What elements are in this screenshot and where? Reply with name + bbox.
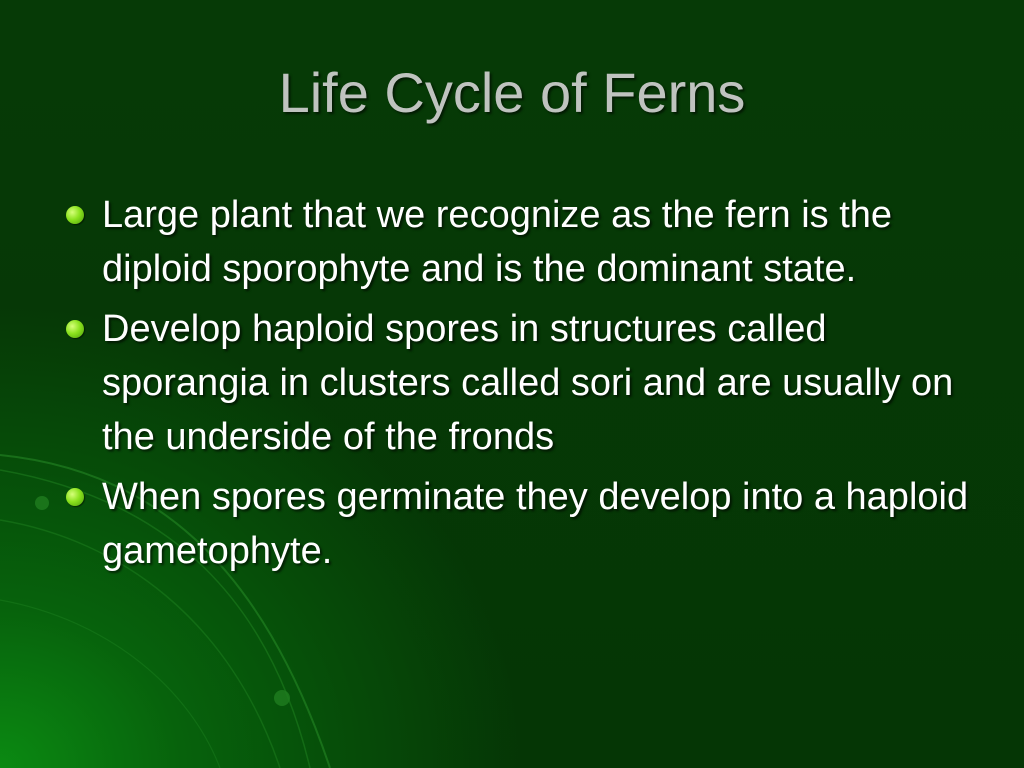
bullet-item <box>60 470 980 578</box>
slide-title: Life Cycle of Ferns <box>278 61 746 124</box>
bullet-item <box>60 302 980 464</box>
bullet-item <box>60 188 980 296</box>
bullet-dot-icon <box>66 320 84 338</box>
bullet-dot-icon <box>66 206 84 224</box>
bullet-text: Large plant that we recognize as the fern is the diploid sporophyte and is the dominant state. <box>102 194 893 290</box>
bullet-text: Develop haploid spores in structures called sporangia in clusters called sori and are usually on the underside of the fronds <box>102 308 954 458</box>
bullet-text: When spores germinate they develop into a haploid gametophyte. <box>102 476 969 572</box>
bullet-dot-icon <box>66 488 84 506</box>
bullet-list <box>60 188 980 584</box>
